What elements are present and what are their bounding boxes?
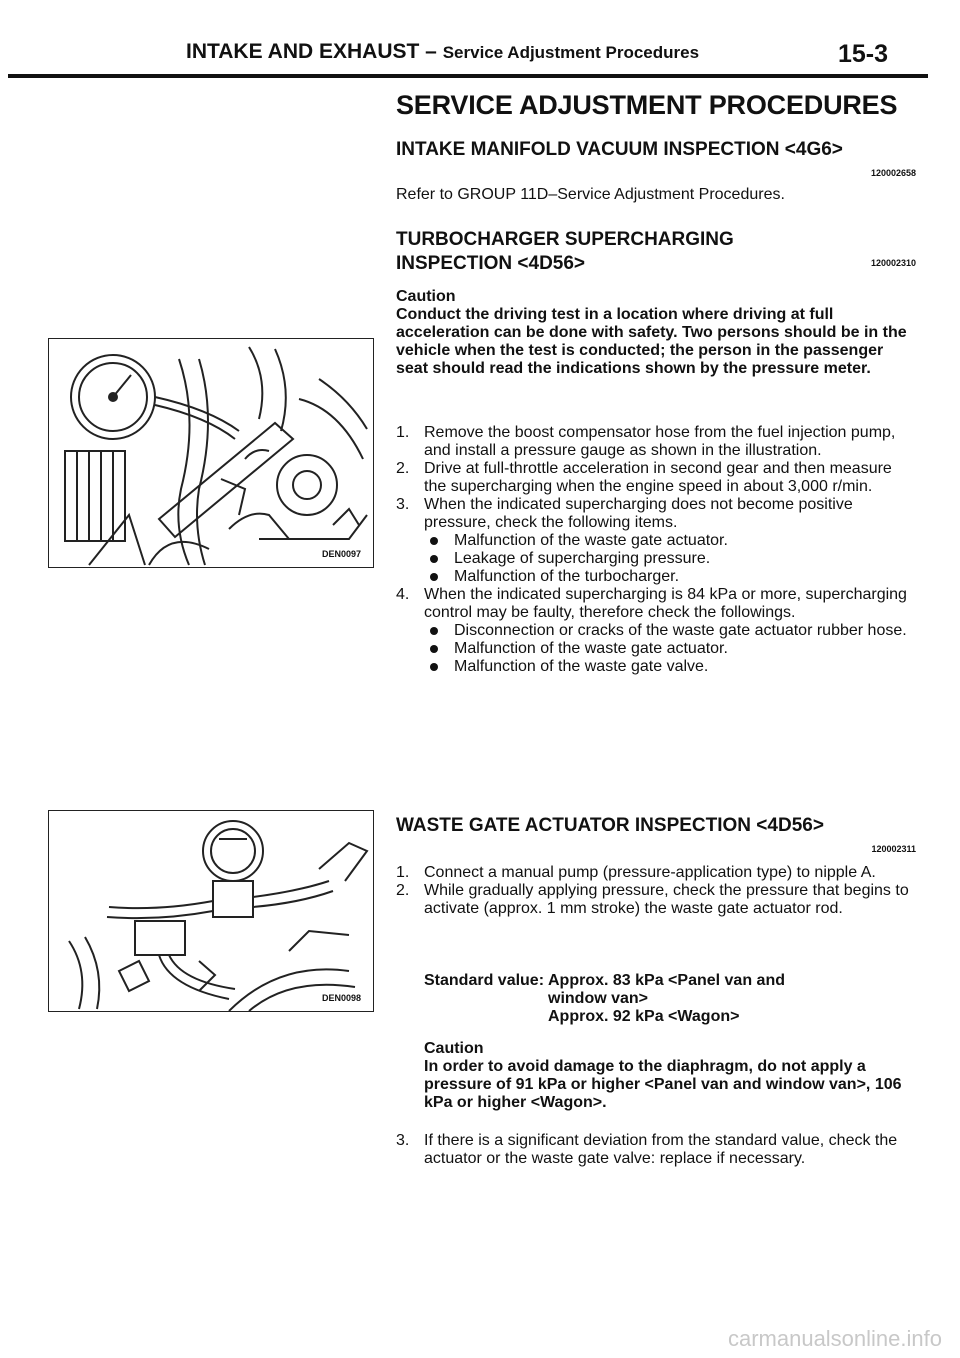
standard-value-values xyxy=(548,972,916,1026)
list-item xyxy=(424,568,916,586)
bullet-icon xyxy=(430,537,438,545)
bullet-text: Malfunction of the waste gate actuator. xyxy=(454,640,728,657)
list-item xyxy=(424,640,916,658)
step-number: 2. xyxy=(396,460,410,477)
bullet-icon xyxy=(430,645,438,653)
standard-value-line: Approx. 83 kPa <Panel van and xyxy=(548,972,785,989)
section-turbo-code: 120002310 xyxy=(870,258,916,268)
step-text: Drive at full-throttle acceleration in second gear and then measure the supercharging when the engine speed in about 3,000 r/min. xyxy=(424,460,892,495)
standard-value-label: Standard value: xyxy=(424,972,545,989)
header-title-main: INTAKE AND EXHAUST xyxy=(186,40,420,63)
list-item xyxy=(424,550,916,568)
figure-waste-gate-pump xyxy=(48,810,374,1012)
section-turbo xyxy=(396,228,916,276)
step-text: When the indicated supercharging does not become positive pressure, check the following items. xyxy=(424,496,853,531)
list-item xyxy=(424,532,916,550)
header-title xyxy=(186,40,699,64)
caution-text: Conduct the driving test in a location where driving at full acceleration can be done with safety. Two persons should be in the vehicle when the test is conducted; the person in the passenger seat should read the indications shown by the pressure meter. xyxy=(396,306,907,377)
step-text: Connect a manual pump (pressure-application type) to nipple A. xyxy=(424,864,876,881)
caution-text: In order to avoid damage to the diaphragm, do not apply a pressure of 91 kPa or higher <Panel van and window van>, 106 kPa or higher <Wagon>. xyxy=(424,1058,902,1111)
header-rule xyxy=(8,74,928,78)
step-2 xyxy=(396,882,916,918)
page-title: SERVICE ADJUSTMENT PROCEDURES xyxy=(396,90,898,120)
section-waste-gate-caution xyxy=(424,1040,916,1112)
step-text: If there is a significant deviation from the standard value, check the actuator or the waste gate valve: replace if necessary. xyxy=(424,1132,898,1167)
step-number: 1. xyxy=(396,424,410,441)
caution-title: Caution xyxy=(424,1040,484,1057)
section-turbo-caution xyxy=(396,288,916,378)
page-number: 15-3 xyxy=(838,40,889,68)
list-item xyxy=(424,658,916,676)
standard-value xyxy=(424,972,916,1026)
step-text: When the indicated supercharging is 84 kPa or more, supercharging control may be faulty, therefore check the followings. xyxy=(424,586,907,621)
waste-gate-pump-illustration xyxy=(49,811,373,1011)
section-intake-vacuum-code: 120002658 xyxy=(870,168,916,178)
section-waste-gate-steps xyxy=(396,864,916,918)
step-number: 2. xyxy=(396,882,410,899)
step-text: While gradually applying pressure, check the pressure that begins to activate (approx. 1 mm stroke) the waste gate actuator rod. xyxy=(424,882,909,917)
figure-code: DEN0097 xyxy=(321,549,361,559)
watermark: carmanualsonline.info xyxy=(727,1326,942,1351)
bullet-text: Malfunction of the waste gate valve. xyxy=(454,658,709,675)
section-intake-vacuum xyxy=(396,138,916,162)
standard-value-row xyxy=(424,972,916,1026)
bullet-text: Malfunction of the waste gate actuator. xyxy=(454,532,728,549)
step-number: 3. xyxy=(396,496,410,513)
step-4 xyxy=(396,586,916,676)
bullet-text: Malfunction of the turbocharger. xyxy=(454,568,680,585)
section-intake-vacuum-title: INTAKE MANIFOLD VACUUM INSPECTION <4G6> xyxy=(396,139,843,160)
section-intake-vacuum-text: Refer to GROUP 11D–Service Adjustment Procedures. xyxy=(396,186,785,203)
standard-value-line: window van> xyxy=(548,990,649,1007)
step-3 xyxy=(396,1132,916,1168)
section-waste-gate-step3 xyxy=(396,1132,916,1168)
bullet-icon xyxy=(430,555,438,563)
bullet-text: Disconnection or cracks of the waste gate actuator rubber hose. xyxy=(454,622,907,639)
bullet-icon xyxy=(430,627,438,635)
bullet-text: Leakage of supercharging pressure. xyxy=(454,550,711,567)
figure-code: DEN0098 xyxy=(321,993,361,1003)
list-item xyxy=(424,622,916,640)
bullet-icon xyxy=(430,663,438,671)
section-waste-gate-code: 120002311 xyxy=(871,844,916,854)
step-1 xyxy=(396,864,916,882)
engine-gauge-illustration xyxy=(49,339,373,567)
step-2 xyxy=(396,460,916,496)
standard-value-line: Approx. 92 kPa <Wagon> xyxy=(548,1008,740,1025)
section-turbo-steps xyxy=(396,424,916,676)
step-3 xyxy=(396,496,916,586)
header-title-sub: Service Adjustment Procedures xyxy=(442,43,700,62)
caution-title: Caution xyxy=(396,288,456,305)
section-waste-gate-title: WASTE GATE ACTUATOR INSPECTION <4D56> xyxy=(396,815,824,836)
header-title-sep: – xyxy=(419,40,443,63)
bullet-icon xyxy=(430,573,438,581)
section-turbo-title-line2: INSPECTION <4D56> xyxy=(396,253,586,274)
figure-pressure-gauge-engine xyxy=(48,338,374,568)
section-turbo-title-line1: TURBOCHARGER SUPERCHARGING xyxy=(396,229,734,250)
step-number: 1. xyxy=(396,864,410,881)
step-1 xyxy=(396,424,916,460)
section-waste-gate xyxy=(396,814,916,838)
step-number: 3. xyxy=(396,1132,410,1149)
step-text: Remove the boost compensator hose from the fuel injection pump, and install a pressure gauge as shown in the illustration. xyxy=(424,424,896,459)
step-number: 4. xyxy=(396,586,410,603)
